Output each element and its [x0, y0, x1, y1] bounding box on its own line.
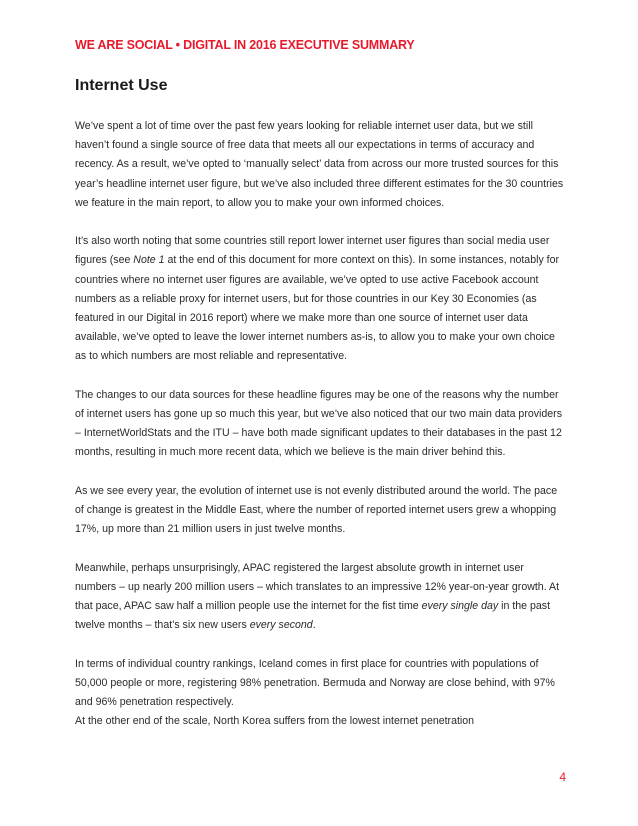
paragraph-5	[75, 559, 567, 636]
paragraph-1: We’ve spent a lot of time over the past few years looking for reliable internet user data, but we still haven’t found a single source of free data that meets all our expectations in terms of accuracy and recency. As a result, we’ve opted to ‘manually select’ data from across our more trusted sources for this year’s headline internet user figure, but we’ve also included three different estimates for the 30 countries we feature in the main report, to allow you to make your own informed choices.	[75, 120, 564, 209]
paragraph-6: In terms of individual country rankings, Iceland comes in first place for countries with populations of 50,000 people or more, registering 98% penetration. Bermuda and Norway are close behind, with 97% and 96% penetration respectively.	[75, 657, 555, 709]
emphasis-every-single-day: every single day	[421, 600, 499, 613]
emphasis-every-second: every second	[249, 619, 313, 632]
paragraph-2-part-c: at the end of this document for more context on this). In some instances, notably for countries where no internet user figures are available, we’ve opted to use active Facebook account numbers as a reliable proxy for internet users, but for those countries in our Key 30 Economies (as featured in our Digital in 2016 report) where we make more than one source of internet user data available, we’ve opted to leave the lower internet numbers as-is, to allow you to make your own choice as to which numbers are most reliable and representative.	[75, 254, 560, 363]
paragraph-3: The changes to our data sources for these headline figures may be one of the reasons why the number of internet users has gone up so much this year, but we’ve also noticed that our two main data providers – InternetWorldStats and the ITU – have both made significant updates to their databases in the past 12 months, resulting in much more recent data, which we believe is the main driver behind this.	[75, 388, 562, 459]
paragraph-2-part-a: It’s also worth noting that some countries still report lower internet user figures than social media user figures (see	[75, 235, 550, 267]
paragraph-5-part-a: Meanwhile, perhaps unsurprisingly, APAC registered the largest absolute growth in internet user numbers – up nearly 200 million users – which translates to an impressive 12% year-on-year growth. At that pace, APAC saw half a million people use the internet for the fist time	[75, 561, 560, 613]
body-text	[75, 117, 567, 731]
paragraph-4: As we see every year, the evolution of internet use is not evenly distributed around the world. The pace of change is greatest in the Middle East, where the number of reported internet users grew a whopping 17%, up more than 21 million users in just twelve months.	[75, 484, 558, 536]
paragraph-7: At the other end of the scale, North Korea suffers from the lowest internet penetration	[75, 715, 475, 728]
paragraph-5-part-c: in the past twelve months – that’s six new users	[75, 600, 551, 632]
paragraph-5-part-e: .	[312, 619, 316, 632]
paragraph-2	[75, 232, 567, 366]
page-number: 4	[559, 770, 566, 784]
section-title: Internet Use	[75, 77, 168, 94]
note-reference: Note 1	[133, 254, 165, 267]
running-header: WE ARE SOCIAL • DIGITAL IN 2016 EXECUTIVE SUMMARY	[75, 38, 415, 52]
